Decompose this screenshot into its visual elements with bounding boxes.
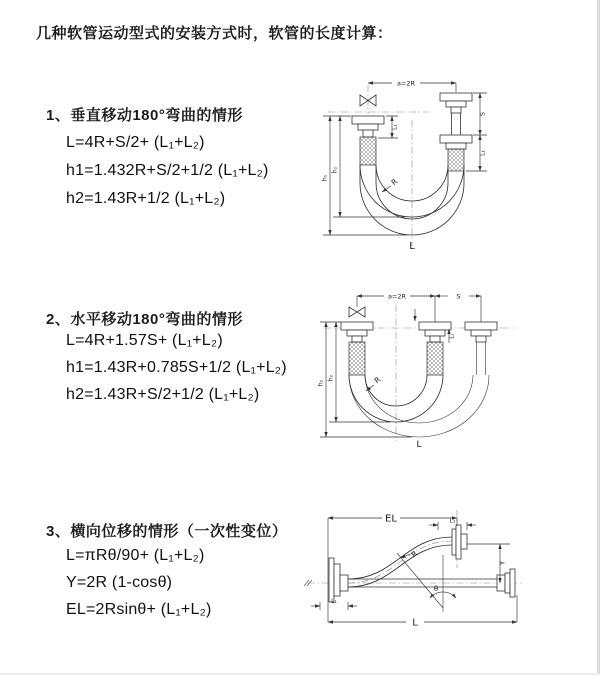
d3-el-dim-label: EL [385,513,397,525]
d2-radius-label: R [372,374,383,386]
d1-fitting-dim-label-left: L₁ [391,124,399,130]
d2-fitting-dim-label: L₁ [449,333,456,339]
left-flange [341,322,373,342]
dimension-lines [317,296,481,437]
formula-line: L=4R+1.57S+ (L₁+L₂) [66,332,223,349]
d2-h2-dim-label: h₂ [327,374,335,382]
formula-line: h1=1.432R+S/2+1/2 (L₁+L₂) [66,162,269,179]
right-pipe [452,113,461,135]
d1-length-label: L [409,241,415,252]
left-flange [329,558,348,602]
d1-h2-dim-label: h₂ [331,166,339,174]
d1-fitting-dim-label: L₁ [479,150,487,156]
formula-line: h2=1.43R+S/2+1/2 (L₁+L₂) [66,386,260,403]
d2-span-dim-label: a=2R [387,292,407,301]
centerlines [328,85,430,246]
formula-line: L=4R+S/2+ (L₁+L₂) [66,134,205,151]
d3-fitting-top-dim-label: L₁ [449,517,456,525]
section-2-heading: 2、水平移动180°弯曲的情形 [46,311,243,328]
d3-radius-label: R [409,548,420,560]
d2-h1-dim-label: h₁ [317,379,325,387]
formula-line: Y=2R (1-cosθ) [66,574,173,591]
d3-angle-label: θ [433,585,439,593]
dimension-lines [311,518,517,622]
left-flange [352,116,384,137]
diagram-vertical-180-bend [310,68,526,254]
diagram-lateral-displacement [300,500,548,642]
right-upper-flange [440,93,472,113]
d1-stroke-dim-label: S [478,111,487,117]
left-braid-section [349,342,365,375]
section-3-heading: 3、横向位移的情形（一次性变位） [46,523,288,540]
d3-length-dim-label: L [412,617,418,629]
d3-y-dim-label: Y [498,560,507,566]
page-title: 几种软管运动型式的安装方式时，软管的长度计算： [36,25,393,42]
diagram-horizontal-180-bend [312,283,540,449]
d1-radius-label: R [389,176,400,188]
right-lower-flange [440,135,472,149]
d3-fitting-bottom-dim-label: L₁ [331,598,337,605]
formula-line: L=πRθ/90+ (L₁+L₂) [66,547,205,564]
formula-line: h1=1.43R+0.785S+1/2 (L₁+L₂) [66,359,287,376]
d1-h1-dim-label: h₁ [321,174,329,182]
right-braid-section [448,149,464,171]
formula-line: EL=2Rsinθ+ (L₁+L₂) [66,601,212,618]
hose-bend-arcs [349,375,489,437]
d2-stroke-dim-label: S [456,292,461,301]
valve-icon [349,307,365,317]
middle-braid-section [427,342,443,375]
section-1-heading: 1、垂直移动180°弯曲的情形 [46,107,243,124]
d2-length-label: L [416,440,422,450]
middle-flange [419,322,451,342]
right-pipe [477,342,486,375]
left-braid-section [360,137,376,165]
displaced-flange [452,525,467,559]
right-flange [465,322,497,342]
d1-span-dim-label: a=2R [396,79,416,88]
formula-line: h2=1.43R+1/2 (L₁+L₂) [66,190,226,207]
